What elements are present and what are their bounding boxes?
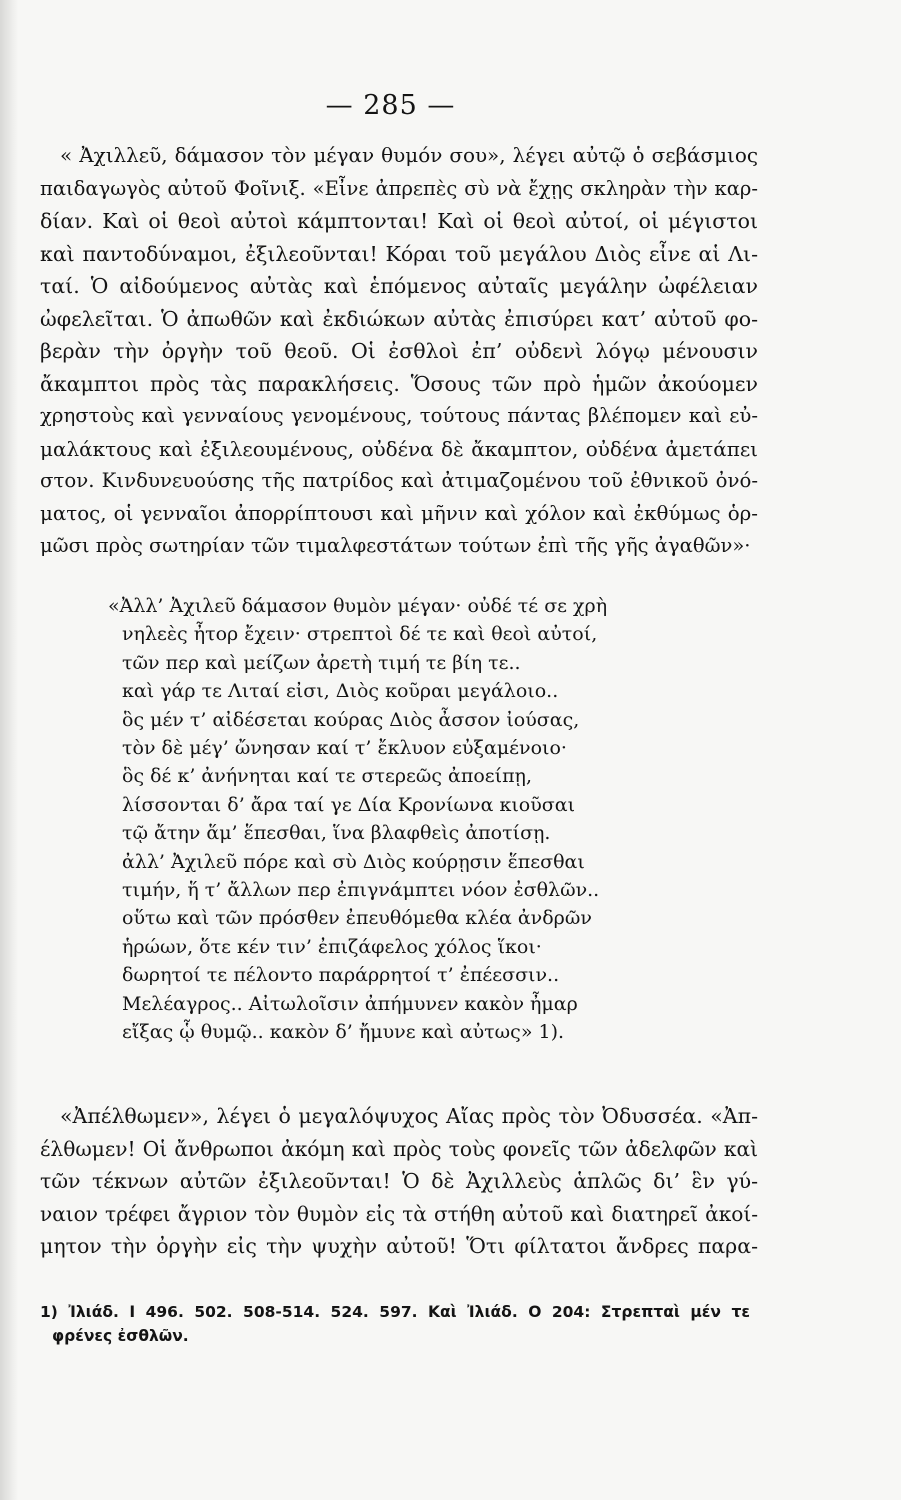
verse-line: καὶ γάρ τε Λιταί εἰσι, Διὸς κοῦραι μεγάλοιο.. — [122, 680, 559, 703]
footnote-line: 1) Ἰλιάδ. Ι 496. 502. 508-514. 524. 597. Καὶ Ἰλιάδ. Ο 204: Στρεπταὶ μέν τε — [40, 1303, 750, 1321]
text-line: ἄκαμπτοι πρὸς τὰς παρακλήσεις. Ὅσους τῶν πρὸ ἡμῶν ἀκούομεν — [40, 371, 758, 396]
text-line: ταί. Ὁ αἰδούμενος αὐτὰς καὶ ἑπόμενος αὐταῖς μεγάλην ὠφέλειαν — [40, 274, 758, 298]
text-line: βερὰν τὴν ὀργὴν τοῦ θεοῦ. Οἱ ἐσθλοὶ ἐπ’ οὐδενὶ λόγῳ μένουσιν — [40, 339, 758, 363]
verse-line: λίσσονται δ’ ἄρα ταί γε Δία Κρονίωνα κιοῦσαι — [122, 793, 576, 816]
text-line: χρηστοὺς καὶ γενναίους γενομένους, τούτους πάντας βλέπομεν καὶ εὐ- — [40, 404, 758, 427]
verse-line: τῷ ἄτην ἅμ’ ἕπεσθαι, ἵνα βλαφθεὶς ἀποτίσῃ. — [122, 822, 551, 845]
text-line: ματος, οἱ γενναῖοι ἀπορρίπτουσι καὶ μῆνιν καὶ χόλον καὶ ἐκθύμως ὁρ- — [40, 501, 758, 525]
text-line: τῶν τέκνων αὐτῶν ἐξιλεοῦνται! Ὁ δὲ Ἀχιλλεὺς ἁπλῶς δι’ ἓν γύ- — [40, 1169, 758, 1193]
verse-line: «Ἀλλ’ Ἀχιλεῦ δάμασον θυμὸν μέγαν· οὐδέ τέ σε χρὴ — [108, 595, 608, 617]
verse-line: εἴξας ᾧ θυμῷ.. κακὸν δ’ ἤμυνε καὶ αὐτως» 1). — [122, 1021, 565, 1044]
verse-line: ὃς μέν τ’ αἰδέσεται κούρας Διὸς ἆσσον ἰούσας, — [122, 708, 580, 731]
paragraph-phoenix-speech — [40, 140, 758, 563]
text-line: μαλάκτους καὶ ἐξιλεουμένους, οὐδένα δὲ ἄκαμπτον, οὐδένα ἀμετάπει — [40, 436, 758, 461]
footnote-line: φρένες ἐσθλῶν. — [52, 1327, 189, 1345]
text-line: παιδαγωγὸς αὐτοῦ Φοῖνιξ. «Εἶνε ἀπρεπὲς σὺ νὰ ἔχῃς σκληρὰν τὴν καρ- — [40, 176, 758, 200]
verse-line: ὃς δέ κ’ ἀνήνηται καί τε στερεῶς ἀποείπῃ, — [122, 765, 532, 788]
homeric-verse-quote — [108, 592, 708, 1047]
verse-line: Μελέαγρος.. Αἰτωλοῖσιν ἀπήμυνεν κακὸν ἦμαρ — [122, 992, 578, 1015]
text-line: μητον τὴν ὀργὴν εἰς τὴν ψυχὴν αὐτοῦ! Ὅτι φίλτατοι ἄνδρες παρα- — [40, 1234, 758, 1258]
footnote — [40, 1300, 750, 1348]
verse-line: οὕτω καὶ τῶν πρόσθεν ἐπευθόμεθα κλέα ἀνδρῶν — [122, 907, 592, 930]
verse-line: ἀλλ’ Ἀχιλεῦ πόρε καὶ σὺ Διὸς κούρῃσιν ἕπεσθαι — [122, 850, 585, 873]
paragraph-ajax-speech — [40, 1100, 758, 1263]
text-line: μῶσι πρὸς σωτηρίαν τῶν τιμαλφεστάτων τούτων ἐπὶ τῆς γῆς ἀγαθῶν»· — [40, 534, 751, 557]
verse-line: δωρητοί τε πέλοντο παράρρητοί τ’ ἐπέεσσιν.. — [122, 964, 560, 987]
text-line: ναιον τρέφει ἄγριον τὸν θυμὸν εἰς τὰ στήθη αὐτοῦ καὶ διατηρεῖ ἀκοί- — [40, 1201, 758, 1226]
text-line: καὶ παντοδύναμοι, ἐξιλεοῦνται! Κόραι τοῦ μεγάλου Διὸς εἶνε αἱ Λι- — [40, 241, 758, 266]
verse-line: τὸν δὲ μέγ’ ὤνησαν καί τ’ ἔκλυον εὐξαμένοιο· — [122, 737, 567, 760]
text-line: « Ἀχιλλεῦ, δάμασον τὸν μέγαν θυμόν σου», λέγει αὐτῷ ὁ σεβάσμιος — [60, 144, 758, 167]
text-line: έλθωμεν! Οἱ ἄνθρωποι ἀκόμη καὶ πρὸς τοὺς φονεῖς τῶν ἀδελφῶν καὶ — [40, 1136, 758, 1161]
text-line: ὠφελεῖται. Ὁ ἀπωθῶν καὶ ἐκδιώκων αὐτὰς ἐπισύρει κατ’ αὐτοῦ φο- — [40, 306, 758, 331]
page-number: — 285 — — [325, 90, 456, 121]
verse-line: νηλεὲς ἦτορ ἔχειν· στρεπτοὶ δέ τε καὶ θεοὶ αὐτοί, — [122, 623, 598, 646]
text-line: δίαν. Καὶ οἱ θεοὶ αὐτοὶ κάμπτονται! Καὶ οἱ θεοὶ αὐτοί, οἱ μέγιστοι — [40, 209, 758, 233]
text-line: «Ἀπέλθωμεν», λέγει ὁ μεγαλόψυχος Αἴας πρὸς τὸν Ὀδυσσέα. «Ἀπ- — [60, 1104, 758, 1128]
text-line: στον. Κινδυνευούσης τῆς πατρίδος καὶ ἀτιμαζομένου τοῦ ἐθνικοῦ ὀνό- — [40, 469, 758, 492]
page-edge-shadow — [0, 0, 18, 1500]
verse-line: ἡρώων, ὅτε κέν τιν’ ἐπιζάφελος χόλος ἵκοι· — [122, 935, 542, 958]
verse-line: τιμήν, ἥ τ’ ἄλλων περ ἐπιγνάμπτει νόον ἐσθλῶν.. — [122, 879, 600, 902]
verse-line: τῶν περ καὶ μείζων ἀρετὴ τιμή τε βίη τε.. — [122, 651, 521, 674]
